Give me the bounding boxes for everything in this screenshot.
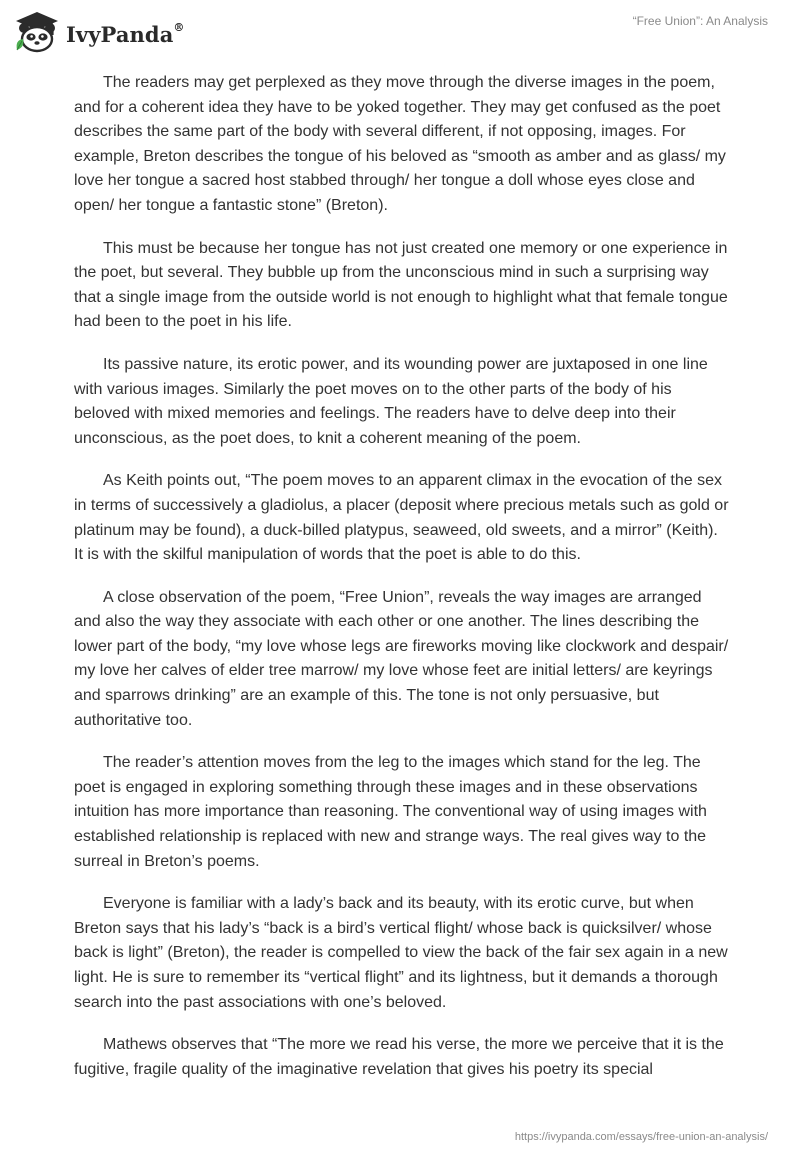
registered-mark: ® <box>173 20 185 34</box>
panda-graduate-icon <box>14 10 60 54</box>
paragraph: The readers may get perplexed as they move through the diverse images in the poem, and for a coherent idea they have to be yoked together. They may get confused as the poet describes the same part of the body with several different, if not opposing, images. For example, Breton describes the tongue of his beloved as “smooth as amber and as glass/ my love her tongue a sacred host stabbed through/ her tongue a doll whose eyes close and open/ her tongue a fantastic stone” (Breton). <box>74 74 726 214</box>
source-url[interactable]: https://ivypanda.com/essays/free-union-an-analysis/ <box>514 1131 768 1143</box>
document-title: “Free Union”: An Analysis <box>632 14 768 28</box>
page-header <box>0 0 800 70</box>
paragraph: As Keith points out, “The poem moves to an apparent climax in the evocation of the sex in terms of successively a gladiolus, a placer (deposit where precious metals such as gold or platinum may be found), a duck-billed platypus, seaweed, old sweets, and a mirror” (Keith). It is with the skilful manipulation of words that the poet is able to do this. <box>74 472 729 564</box>
paragraph: This must be because her tongue has not just created one memory or one experience in the poet, but several. They bubble up from the unconscious mind in such a surprising way that a single image from the outside world is not enough to highlight what that female tongue had been to the poet in his life. <box>74 239 728 331</box>
logo-text: IvyPanda® <box>66 20 185 47</box>
paragraph: Mathews observes that “The more we read his verse, the more we perceive that it is the fugitive, fragile quality of the imaginative revelation that gives his poetry its special <box>74 1036 724 1078</box>
ivypanda-logo[interactable] <box>14 10 185 54</box>
paragraph: Its passive nature, its erotic power, and its wounding power are juxtaposed in one line with various images. Similarly the poet moves on to the other parts of the body of his beloved with mixed memories and feelings. The readers have to delve deep into their unconscious, as the poet does, to knit a coherent meaning of the poem. <box>74 355 708 447</box>
paragraph: A close observation of the poem, “Free Union”, reveals the way images are arranged and also the way they associate with each other or one another. The lines describing the lower part of the body, “my love whose legs are fireworks moving like clockwork and despair/ my love her calves of elder tree marrow/ my love whose feet are initial letters/ are keyrings and sparrows drinking” are an example of this. The tone is not only persuasive, but authoritative too. <box>74 588 729 729</box>
paragraph: Everyone is familiar with a lady’s back and its beauty, with its erotic curve, but when Breton says that his lady’s “back is a bird’s vertical flight/ whose back is quicksilver/ whose back is light” (Breton), the reader is compelled to view the back of the fair sex again in a new light. He is sure to remember its “vertical flight” and its lightness, but it demands a thorough search into the past associations with one’s beloved. <box>74 895 728 1011</box>
essay-body <box>74 71 730 1100</box>
paragraph: The reader’s attention moves from the leg to the images which stand for the leg. The poet is engaged in exploring something through these images and in these observations intuition has more importance than reasoning. The conventional way of using images with established relationship is replaced with new and strange ways. The real gives way to the surreal in Breton’s poems. <box>74 754 707 870</box>
